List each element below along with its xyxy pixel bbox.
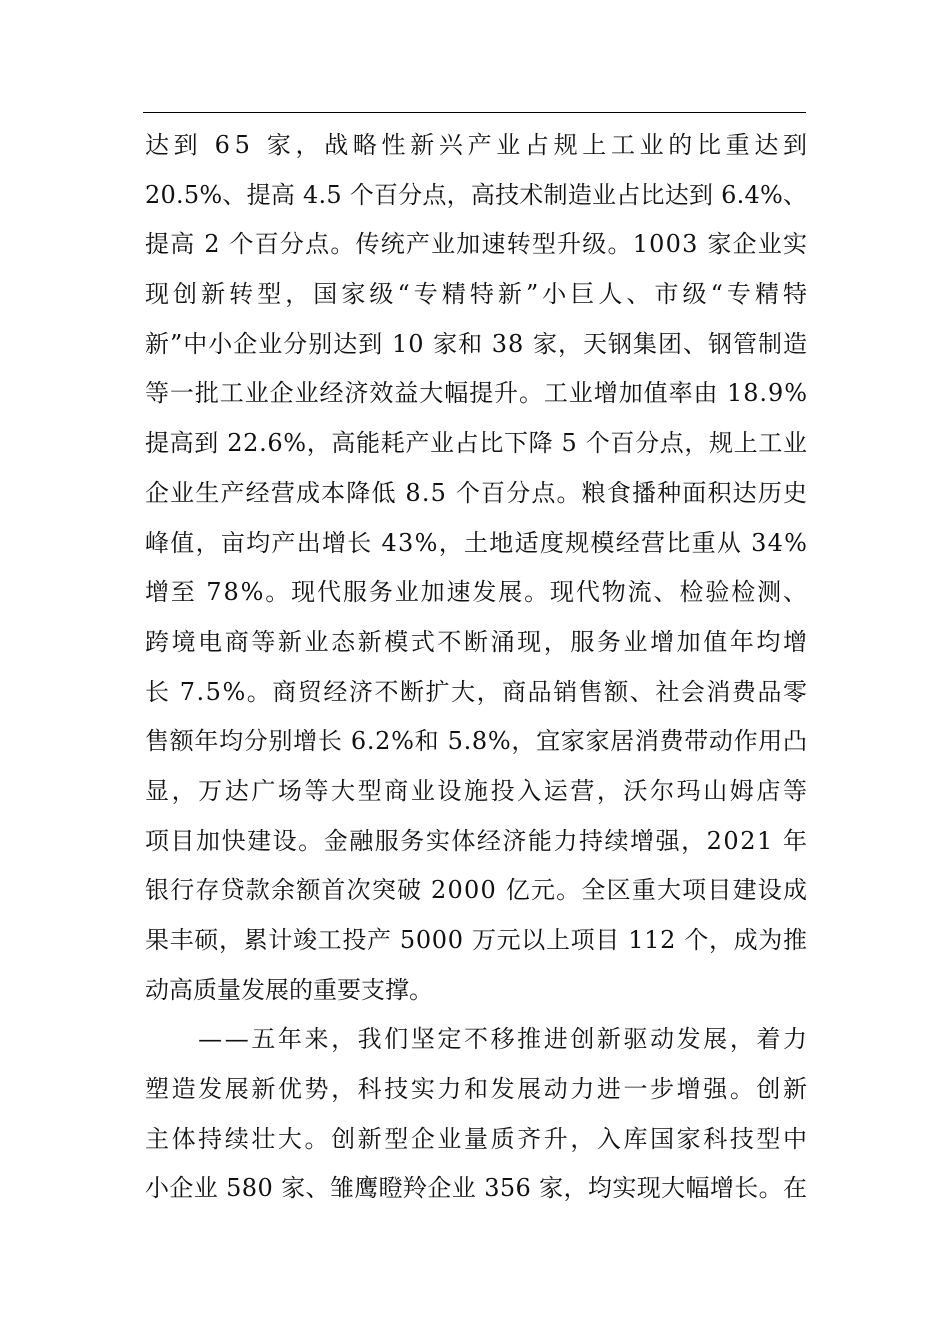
text-line: 长 7.5%。商贸经济不断扩大，商品销售额、社会消费品零	[145, 677, 809, 706]
text-line: 项目加快建设。金融服务实体经济能力持续增强，2021 年	[145, 826, 809, 855]
text-line: 提高到 22.6%，高能耗产业占比下降 5 个百分点，规上工业	[145, 429, 808, 458]
text-line: 峰值，亩均产出增长 43%，土地适度规模经营比重从 34%	[145, 528, 809, 557]
text-line: 等一批工业企业经济效益大幅提升。工业增加值率由 18.9%	[145, 379, 808, 408]
text-line: 增至 78%。现代服务业加速发展。现代物流、检验检测、	[145, 578, 809, 607]
text-line: 20.5%、提高 4.5 个百分点，高技术制造业占比达到 6.4%、	[145, 180, 808, 209]
text-line: 新”中小企业分别达到 10 家和 38 家，天钢集团、钢管制造	[145, 329, 808, 358]
text-line: 银行存贷款余额首次突破 2000 亿元。全区重大项目建设成	[145, 876, 809, 905]
text-line: 售额年均分别增长 6.2%和 5.8%，宜家家居消费带动作用凸	[145, 727, 808, 756]
text-line: 跨境电商等新业态新模式不断涌现，服务业增加值年均增	[145, 627, 810, 656]
text-line: 企业生产经营成本降低 8.5 个百分点。粮食播种面积达历史	[145, 478, 809, 507]
text-line: 达到 65 家，战略性新兴产业占规上工业的比重达到	[145, 131, 812, 159]
text-line: 小企业 580 家、雏鹰瞪羚企业 356 家，均实现大幅增长。在	[145, 1174, 808, 1203]
text-line: 显，万达广场等大型商业设施投入运营，沃尔玛山姆店等	[145, 776, 810, 805]
paragraph-end-line: 动高质量发展的重要支撑。	[145, 975, 433, 1004]
text-line: 果丰硕，累计竣工投产 5000 万元以上项目 112 个，成为推	[145, 926, 808, 954]
text-line: 现创新转型，国家级“专精特新”小巨人、市级“专精特	[145, 280, 812, 309]
body-text	[145, 121, 812, 1214]
header-rule	[143, 112, 806, 113]
paragraph-start-line: ——五年来，我们坚定不移推进创新驱动发展，着力	[145, 1025, 810, 1054]
text-line: 主体持续壮大。创新型企业量质齐升，入库国家科技型中	[145, 1124, 810, 1153]
text-line: 提高 2 个百分点。传统产业加速转型升级。1003 家企业实	[145, 230, 809, 259]
text-line: 塑造发展新优势，科技实力和发展动力进一步增强。创新	[145, 1075, 810, 1104]
